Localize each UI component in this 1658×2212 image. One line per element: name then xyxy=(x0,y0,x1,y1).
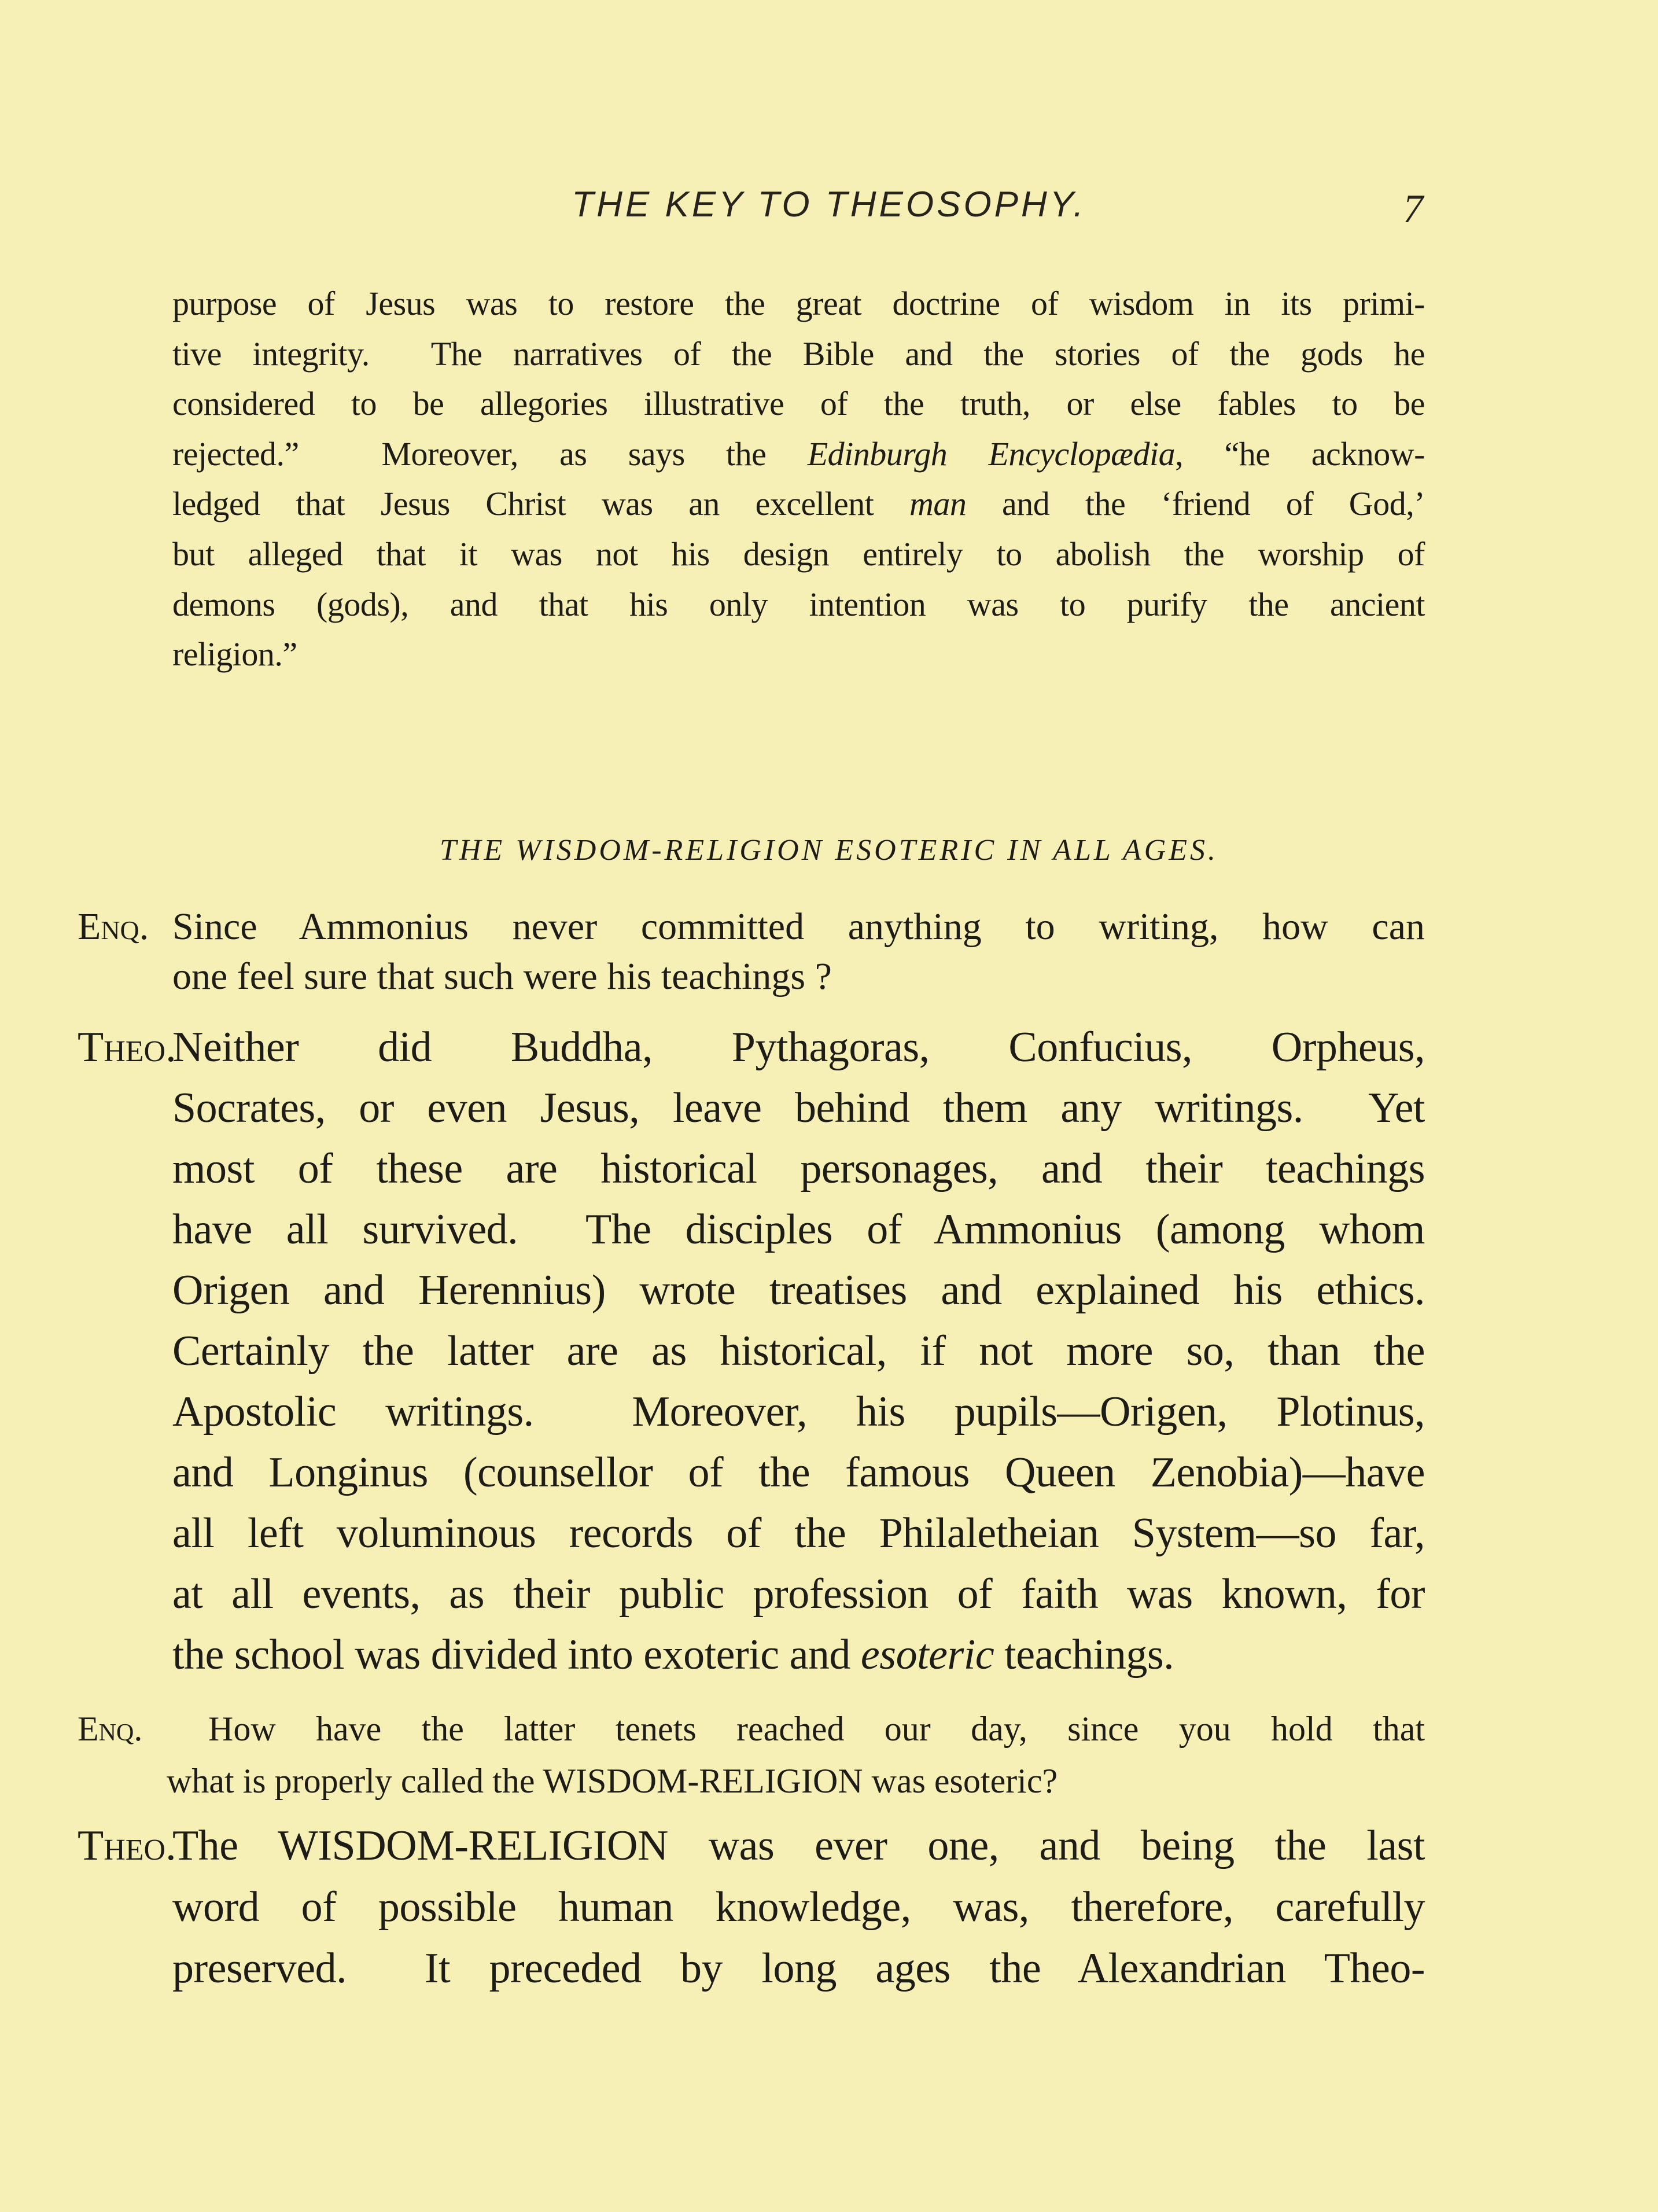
text-line xyxy=(172,429,1425,480)
text-line xyxy=(172,1199,1425,1260)
text-run: preserved. It preceded by long ages the Alexandrian Theo- xyxy=(172,1945,1425,1992)
text-line xyxy=(172,1078,1425,1139)
text-line xyxy=(172,952,1425,1002)
italic-text: Edinburgh Encyclopædia xyxy=(807,435,1176,473)
text-run: all left voluminous records of the Philaletheian System—so far, xyxy=(172,1510,1425,1557)
text-line xyxy=(172,902,1425,952)
theosophist-answer-1 xyxy=(172,1017,1425,1685)
enquirer-question-1 xyxy=(172,902,1425,1002)
text-run: word of possible human knowledge, was, therefore, carefully xyxy=(172,1883,1425,1931)
text-line xyxy=(172,1260,1425,1321)
text-run: one feel sure that such were his teachings ? xyxy=(172,955,832,998)
text-run: Certainly the latter are as historical, if not more so, than the xyxy=(172,1327,1425,1375)
text-line xyxy=(172,1382,1425,1442)
theosophist-answer-2 xyxy=(172,1815,1425,1999)
speaker-label-enquirer: Enq. xyxy=(78,1710,143,1748)
text-run: religion.” xyxy=(172,635,297,673)
text-run: and the ‘friend of God,’ xyxy=(966,485,1425,523)
text-run: , “he acknow- xyxy=(1175,435,1425,473)
italic-text: man xyxy=(909,485,967,523)
text-run: have all survived. The disciples of Ammonius (among whom xyxy=(172,1206,1425,1253)
text-line xyxy=(172,1625,1425,1685)
text-line xyxy=(167,1703,1425,1755)
text-run: considered to be allegories illustrative of the truth, or else fables to be xyxy=(172,385,1425,423)
text-line xyxy=(172,630,1425,680)
text-line xyxy=(172,1938,1425,1999)
speaker-label-enquirer: Enq. xyxy=(78,906,149,948)
speaker-label-theosophist: Theo. xyxy=(78,1822,176,1869)
text-line xyxy=(172,329,1425,380)
text-run: The WISDOM-RELIGION was ever one, and being the last xyxy=(172,1822,1425,1869)
text-run: the school was divided into exoteric and xyxy=(172,1631,861,1679)
text-line xyxy=(172,1503,1425,1564)
section-heading: THE WISDOM-RELIGION ESOTERIC IN ALL AGES. xyxy=(439,834,1219,867)
text-run: Socrates, or even Jesus, leave behind them any writings. Yet xyxy=(172,1084,1425,1132)
text-run: at all events, as their public profession of faith was known, for xyxy=(172,1570,1425,1618)
text-line xyxy=(172,1876,1425,1938)
text-run: Apostolic writings. Moreover, his pupils—Origen, Plotinus, xyxy=(172,1388,1425,1436)
text-run: How have the latter tenets reached our day, since you hold that xyxy=(208,1710,1425,1748)
text-line xyxy=(172,580,1425,630)
text-run: tive integrity. The narratives of the Bible and the stories of the gods he xyxy=(172,334,1425,373)
paragraph-quote-continuation xyxy=(172,279,1425,680)
text-run: Since Ammonius never committed anything to writing, how can xyxy=(172,906,1425,948)
text-line xyxy=(172,1017,1425,1078)
running-title: THE KEY TO THEOSOPHY. xyxy=(572,185,1086,224)
enquirer-question-2 xyxy=(167,1703,1425,1807)
text-line xyxy=(172,479,1425,529)
text-run: ledged that Jesus Christ was an excellent xyxy=(172,485,910,523)
text-run: Origen and Herennius) wrote treatises and explained his ethics. xyxy=(172,1267,1425,1314)
text-run: but alleged that it was not his design entirely to abolish the worship of xyxy=(172,535,1425,573)
text-run: purpose of Jesus was to restore the great doctrine of wisdom in its primi- xyxy=(172,285,1425,322)
text-run: what is properly called the WISDOM-RELIGION was esoteric? xyxy=(167,1762,1058,1800)
text-run: Neither did Buddha, Pythagoras, Confucius, Orpheus, xyxy=(172,1024,1425,1071)
text-run: teachings. xyxy=(994,1631,1174,1679)
text-line xyxy=(172,1139,1425,1199)
speaker-label-theosophist: Theo. xyxy=(78,1024,176,1071)
text-line xyxy=(172,529,1425,580)
text-line xyxy=(172,379,1425,429)
text-run: rejected.” Moreover, as says the xyxy=(172,435,808,473)
text-line xyxy=(172,1442,1425,1503)
text-line xyxy=(167,1755,1425,1807)
text-run: demons (gods), and that his only intention was to purify the ancient xyxy=(172,585,1425,623)
text-run: most of these are historical personages, and their teachings xyxy=(172,1145,1425,1193)
text-line xyxy=(172,279,1425,329)
page-number: 7 xyxy=(1403,187,1423,231)
text-line xyxy=(172,1815,1425,1876)
text-line xyxy=(172,1321,1425,1382)
text-run: and Longinus (counsellor of the famous Queen Zenobia)—have xyxy=(172,1449,1425,1496)
italic-text: esoteric xyxy=(860,1631,994,1679)
text-line xyxy=(172,1564,1425,1625)
